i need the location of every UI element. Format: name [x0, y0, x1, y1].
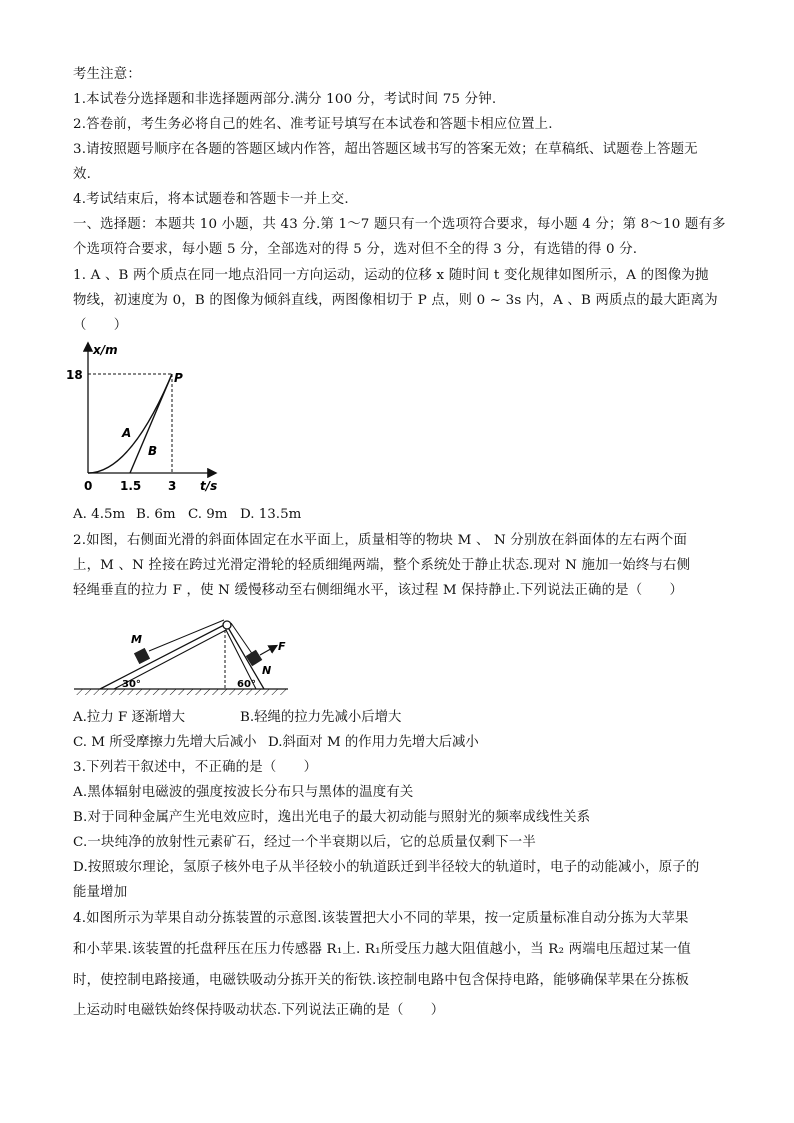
notice-title: 考生注意： [73, 67, 141, 82]
q2-option-a[interactable]: A.拉力 F 逐渐增大 [73, 710, 186, 725]
curve-a-label: A [122, 426, 132, 440]
block-m-label: M [131, 633, 142, 646]
line-b-label: B [148, 444, 158, 458]
point-p-label: P [174, 371, 183, 385]
notice-item-4: 4.考试结束后，将本试题卷和答题卡一并上交. [73, 192, 349, 207]
rope-left [149, 620, 224, 651]
q3-option-b[interactable]: B.对于同种金属产生光电效应时，逸出光电子的最大初动能与照射光的频率成线性关系 [73, 810, 591, 825]
q4-stem-line-1: 4.如图所示为苹果自动分拣装置的示意图.该装置把大小不同的苹果，按一定质量标准自动分拣为大苹果 [73, 911, 689, 926]
notice-item-3-cont: 效. [73, 167, 92, 182]
q2-option-d[interactable]: D.斜面对 M 的作用力先增大后减小 [268, 735, 479, 750]
q4-stem-line-2: 和小苹果.该装置的托盘秤压在压力传感器 R₁上. R₁所受压力越大阻值越小，当 R₂ 两端电压超过某一值 [73, 942, 691, 957]
q1-stem-line-1: 1. A 、B 两个质点在同一地点沿同一方向运动，运动的位移 x 随时间 t 变化规律如图所示，A 的图像为抛 [73, 268, 709, 283]
q1-option-d[interactable]: D. 13.5m [240, 507, 302, 522]
q3-option-d[interactable]: D.按照玻尔理论，氢原子核外电子从半径较小的轨道跃迁到半径较大的轨道时，电子的动能减小，原子的 [73, 860, 700, 875]
origin-label: 0 [84, 479, 93, 493]
pulley-icon [223, 621, 231, 629]
block-n [246, 650, 263, 667]
curve-a [88, 374, 172, 473]
q1-option-c[interactable]: C. 9m [188, 507, 228, 522]
block-n-label: N [262, 664, 272, 677]
q3-stem: 3.下列若干叙述中，不正确的是（ ） [73, 760, 318, 775]
x-axis-label: t/s [200, 479, 218, 493]
q3-option-c[interactable]: C.一块纯净的放射性元素矿石，经过一个半衰期以后，它的总质量仅剩下一半 [73, 835, 536, 850]
section-header-line-1: 一、选择题：本题共 10 小题，共 43 分.第 1～7 题只有一个选项符合要求，每小题 4 分；第 8～10 题有多 [73, 217, 726, 232]
angle-60-label: 60° [237, 679, 256, 690]
force-f-arrow [260, 646, 276, 655]
angle-30-label: 30° [122, 679, 141, 690]
q2-stem-line-3: 轻绳垂直的拉力 F ，使 N 缓慢移动至右侧细绳水平，该过程 M 保持静止.下列说法正确的是（ ） [73, 583, 684, 598]
q1-option-b[interactable]: B. 6m [136, 507, 176, 522]
q3-option-d-cont: 能量增加 [73, 885, 128, 900]
x-tick-3: 3 [168, 479, 177, 493]
q1-option-a[interactable]: A. 4.5m [73, 507, 126, 522]
line-b [130, 374, 172, 473]
y-tick-18: 18 [66, 368, 83, 382]
y-axis-label: x/m [93, 343, 118, 357]
q2-option-b[interactable]: B.轻绳的拉力先减小后增大 [240, 710, 402, 725]
notice-item-2: 2.答卷前，考生务必将自己的姓名、准考证号填写在本试卷和答题卡相应位置上. [73, 117, 553, 132]
section-header-line-2: 个选项符合要求，每小题 5 分，全部选对的得 5 分，选对但不全的得 3 分，有选错的得 0 分. [73, 242, 638, 257]
q3-option-a[interactable]: A.黑体辐射电磁波的强度按波长分布只与黑体的温度有关 [73, 785, 414, 800]
notice-item-1: 1.本试卷分选择题和非选择题两部分.满分 100 分，考试时间 75 分钟. [73, 92, 497, 107]
q2-incline-figure [70, 608, 295, 703]
q4-stem-line-3: 时，使控制电路接通，电磁铁吸动分拣开关的衔铁.该控制电路中包含保持电路，能够确保苹果在分拣板 [73, 973, 690, 988]
q2-option-c[interactable]: C. M 所受摩擦力先增大后减小 [73, 735, 257, 750]
notice-item-3: 3.请按照题号顺序在各题的答题区域内作答，超出答题区域书写的答案无效；在草稿纸、试题卷上答题无 [73, 142, 698, 157]
q2-stem-line-1: 2.如图，右侧面光滑的斜面体固定在水平面上，质量相等的物块 M 、 N 分别放在斜面体的左右两个面 [73, 533, 688, 548]
force-f-label: F [278, 640, 286, 653]
q1-stem-line-2: 物线，初速度为 0，B 的图像为倾斜直线，两图像相切于 P 点，则 0 ~ 3s 内，A 、B 两质点的最大距离为 [73, 293, 718, 308]
q1-stem-line-3: （ ） [73, 318, 128, 333]
x-tick-1-5: 1.5 [120, 479, 142, 493]
q4-stem-line-4: 上运动时电磁铁始终保持吸动状态.下列说法正确的是（ ） [73, 1003, 445, 1018]
q1-xt-graph [55, 338, 225, 498]
q2-stem-line-2: 上，M 、N 拴接在跨过光滑定滑轮的轻质细绳两端，整个系统处于静止状态.现对 N 施加一始终与右侧 [73, 558, 691, 573]
block-m [134, 648, 150, 664]
